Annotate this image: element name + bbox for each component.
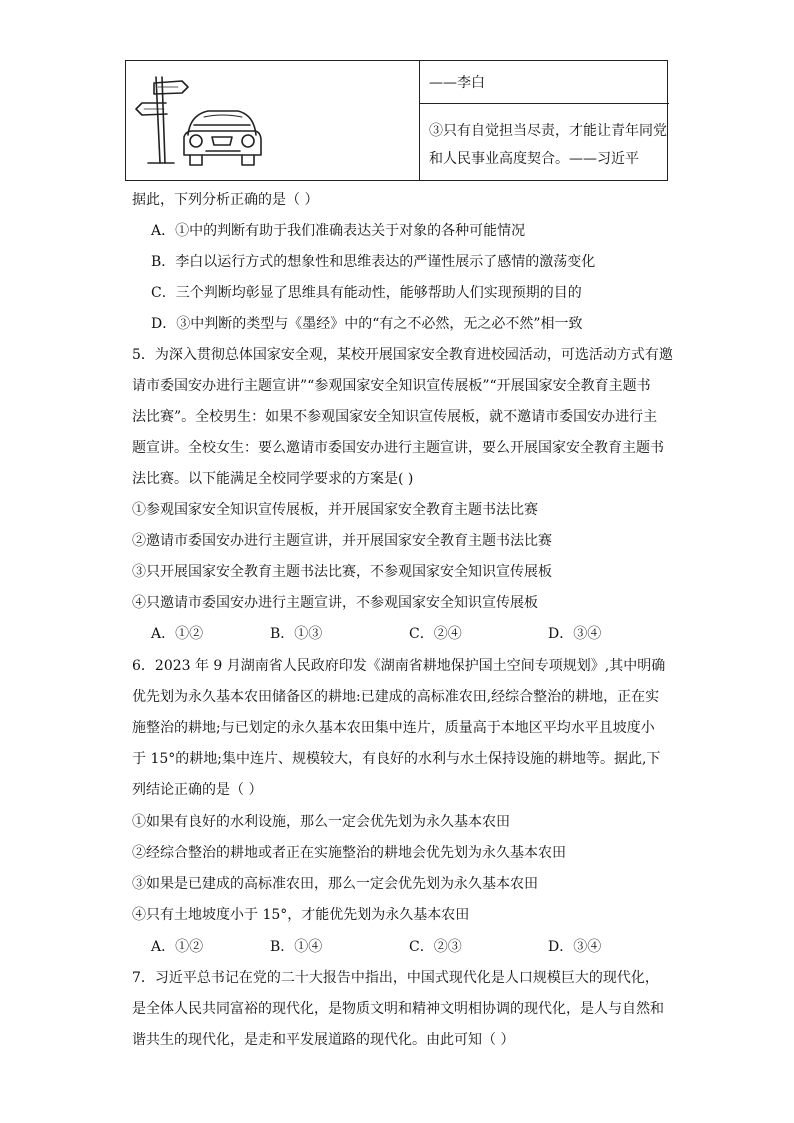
q6-statement-1: ①如果有良好的水利设施，那么一定会优先划为永久基本农田 <box>132 814 510 830</box>
q6-stem-line5: 列结论正确的是（ ） <box>132 782 263 798</box>
q6-choice-a: A．①② <box>151 939 204 955</box>
q5-statement-4: ④只邀请市委国安办进行主题宣讲，不参观国家安全知识宣传展板 <box>132 595 538 611</box>
signpost-car-illustration <box>134 67 264 175</box>
q6-stem-line3: 施整治的耕地;与已划定的永久基本农田集中连片，质量高于本地区平均水平且坡度小 <box>132 720 655 736</box>
q6-choice-d: D．③④ <box>548 939 602 955</box>
q5-choice-b: B．①③ <box>270 626 323 642</box>
q4-option-b: B．李白以运行方式的想象性和思维表达的严谨性展示了感情的激荡变化 <box>151 254 596 270</box>
q6-stem-line1: 6．2023 年 9 月湖南省人民政府印发《湖南省耕地保护国土空间专项规划》,其中明确 <box>132 658 666 674</box>
q7-stem-line3: 谐共生的现代化，是走和平发展道路的现代化。由此可知（ ） <box>132 1032 515 1048</box>
q4-lead: 据此，下列分析正确的是（ ） <box>132 192 319 208</box>
quote3-line2: 和人民事业高度契合。——习近平 <box>429 151 639 167</box>
q5-statement-2: ②邀请市委国安办进行主题宣讲，并开展国家安全教育主题书法比赛 <box>132 533 552 549</box>
table-vertical-divider <box>419 61 420 180</box>
q5-stem-line3: 法比赛”。全校男生：如果不参观国家安全知识宣传展板，就不邀请市委国安办进行主 <box>132 409 658 425</box>
q5-stem-line2: 请市委国安办进行主题宣讲”“参观国家安全知识宣传展板”“开展国家安全教育主题书 <box>132 378 651 394</box>
q7-stem-line2: 是全体人民共同富裕的现代化，是物质文明和精神文明相协调的现代化，是人与自然和 <box>132 1001 664 1017</box>
quote3-line1: ③只有自觉担当尽责，才能让青年同党 <box>429 123 667 139</box>
q5-choice-d: D．③④ <box>548 626 602 642</box>
q6-choice-b: B．①④ <box>270 939 323 955</box>
q6-stem-line4: 于 15°的耕地;集中连片、规模较大，有良好的水利与水土保持设施的耕地等。据此,下 <box>132 751 661 767</box>
q6-choice-c: C．②③ <box>409 939 462 955</box>
quote-author-libai: ——李白 <box>429 75 485 91</box>
q5-statement-1: ①参观国家安全知识宣传展板，并开展国家安全教育主题书法比赛 <box>132 502 538 518</box>
q6-statement-2: ②经综合整治的耕地或者正在实施整治的耕地会优先划为永久基本农田 <box>132 845 566 861</box>
q6-statement-4: ④只有土地坡度小于 15°，才能优先划为永久基本农田 <box>132 907 470 923</box>
q7-stem-line1: 7．习近平总书记在党的二十大报告中指出，中国式现代化是人口规模巨大的现代化， <box>132 970 659 986</box>
q5-statement-3: ③只开展国家安全教育主题书法比赛，不参观国家安全知识宣传展板 <box>132 564 552 580</box>
q6-stem-line2: 优先划为永久基本农田储备区的耕地:已建成的高标准农田,经综合整治的耕地，正在实 <box>132 689 660 705</box>
q5-stem-line4: 题宣讲。全校女生：要么邀请市委国安办进行主题宣讲，要么开展国家安全教育主题书 <box>132 440 664 456</box>
q4-option-d: D．③中判断的类型与《墨经》中的“有之不必然，无之必不然”相一致 <box>151 316 583 332</box>
q5-choice-a: A．①② <box>151 626 204 642</box>
q6-statement-3: ③如果是已建成的高标准农田，那么一定会优先划为永久基本农田 <box>132 876 538 892</box>
q4-option-c: C．三个判断均彰显了思维具有能动性，能够帮助人们实现预期的目的 <box>151 285 582 301</box>
q5-stem-line1: 5．为深入贯彻总体国家安全观，某校开展国家安全教育进校园活动，可选活动方式有邀 <box>132 347 673 363</box>
quote-table <box>125 60 668 181</box>
q4-option-a: A．①中的判断有助于我们准确表达关于对象的各种可能情况 <box>151 223 526 239</box>
q5-choice-c: C．②④ <box>409 626 462 642</box>
table-horizontal-divider <box>419 103 669 104</box>
q5-stem-line5: 法比赛。以下能满足全校同学要求的方案是( ) <box>132 471 414 487</box>
